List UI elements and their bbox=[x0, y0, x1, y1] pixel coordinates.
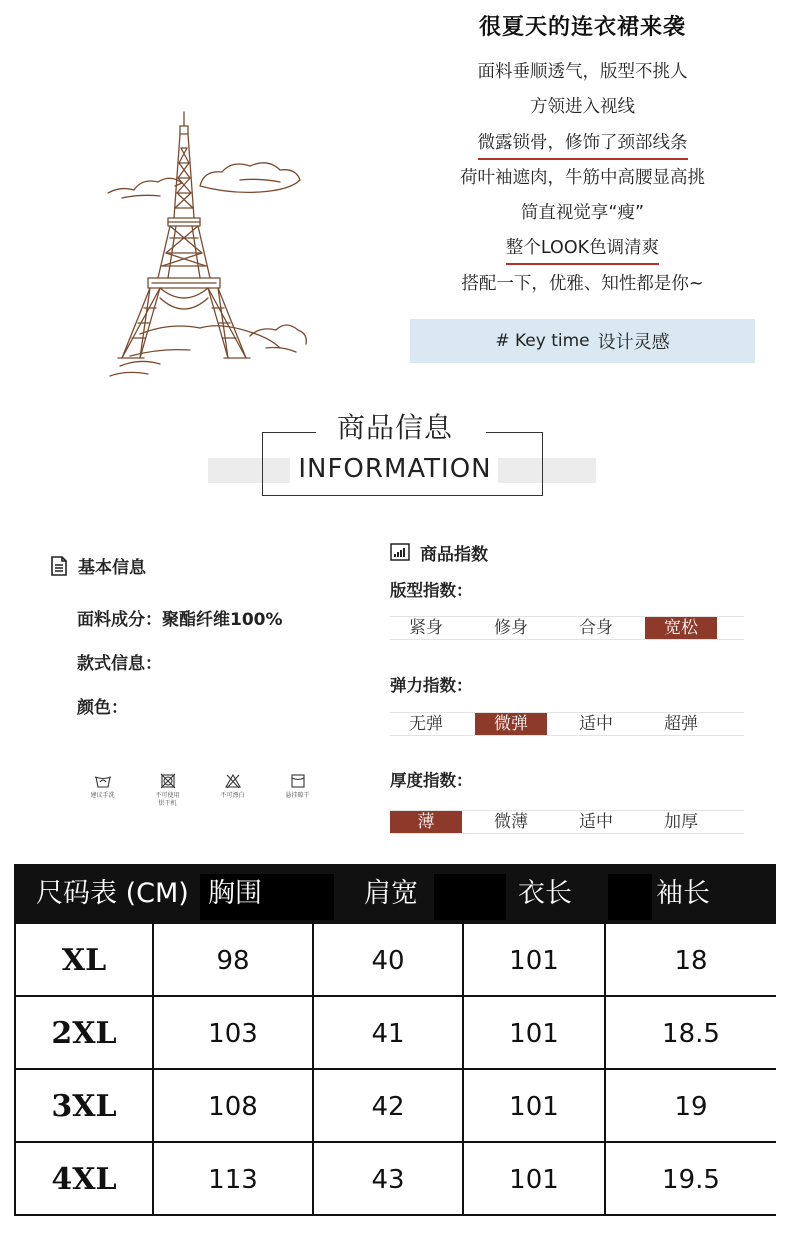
header-sleeve: 袖长 bbox=[656, 878, 710, 909]
index-option-selected: 宽松 bbox=[645, 617, 717, 639]
intro-lines bbox=[410, 55, 755, 302]
care-label: 不可使用 烘干机 bbox=[155, 792, 180, 807]
cell-size: 4XL bbox=[51, 1162, 117, 1197]
eiffel-tower-illustration bbox=[100, 108, 310, 383]
basic-info bbox=[50, 553, 370, 730]
intro-line: 搭配一下，优雅、知性都是你~ bbox=[461, 273, 704, 294]
stretch-index-scale bbox=[390, 712, 744, 736]
information-title-cn: 商品信息 bbox=[336, 411, 453, 444]
header-box bbox=[434, 874, 506, 920]
care-item bbox=[135, 773, 200, 808]
cell-shoulder: 42 bbox=[371, 1091, 405, 1122]
size-table bbox=[14, 864, 776, 1216]
color-row: 颜色： bbox=[77, 698, 128, 718]
cell-size: XL bbox=[61, 943, 107, 978]
cell-sleeve: 18.5 bbox=[662, 1018, 720, 1049]
cell-length: 101 bbox=[509, 1164, 559, 1195]
style-row: 款式信息： bbox=[77, 654, 162, 674]
document-icon bbox=[50, 556, 68, 576]
index-option: 合身 bbox=[579, 618, 613, 638]
cell-sleeve: 18 bbox=[674, 945, 708, 976]
thickness-index-scale bbox=[390, 810, 744, 834]
intro-line-underlined: 整个LOOK色调清爽 bbox=[410, 231, 755, 266]
index-option: 无弹 bbox=[409, 714, 443, 734]
cell-size: 2XL bbox=[51, 1016, 117, 1051]
fabric-row: 面料成分：聚酯纤维100% bbox=[77, 610, 283, 630]
bar-chart-icon bbox=[390, 543, 410, 561]
basic-info-rows bbox=[50, 598, 370, 730]
header-box bbox=[608, 874, 652, 920]
care-label: 建议手洗 bbox=[90, 792, 115, 799]
care-label: 悬挂晾干 bbox=[285, 792, 310, 799]
no-bleach-icon bbox=[224, 773, 242, 789]
stretch-index-label: 弹力指数： bbox=[390, 676, 473, 695]
intro-block bbox=[410, 12, 755, 302]
no-tumble-dry-icon bbox=[159, 773, 177, 789]
cell-sleeve: 19.5 bbox=[662, 1164, 720, 1195]
index-option: 加厚 bbox=[664, 812, 698, 832]
care-icons bbox=[70, 773, 330, 808]
index-option: 超弹 bbox=[664, 714, 698, 734]
intro-line: 面料垂顺透气，版型不挑人 bbox=[477, 62, 688, 82]
cell-length: 101 bbox=[509, 945, 559, 976]
cell-size: 3XL bbox=[51, 1089, 117, 1124]
header-bust: 胸围 bbox=[208, 878, 262, 909]
index-option-selected: 微弹 bbox=[475, 713, 547, 735]
keytime-en: # Key time bbox=[495, 331, 590, 351]
stretch-index bbox=[390, 672, 750, 734]
cell-length: 101 bbox=[509, 1091, 559, 1122]
cell-shoulder: 43 bbox=[371, 1164, 405, 1195]
index-option: 微薄 bbox=[494, 812, 528, 832]
indices-heading bbox=[390, 540, 750, 564]
fit-index bbox=[390, 577, 750, 638]
cell-shoulder: 40 bbox=[371, 945, 405, 976]
basic-info-heading bbox=[50, 553, 370, 578]
table-row bbox=[14, 1070, 776, 1143]
intro-line: 方领进入视线 bbox=[530, 97, 635, 118]
product-indices bbox=[390, 540, 750, 832]
cell-sleeve: 19 bbox=[674, 1091, 708, 1122]
index-option: 适中 bbox=[579, 714, 613, 734]
index-option: 紧身 bbox=[409, 618, 443, 638]
information-title-en: INFORMATION bbox=[298, 454, 492, 484]
intro-line-underlined: 微露锁骨，修饰了颈部线条 bbox=[410, 126, 755, 161]
care-item bbox=[265, 773, 330, 808]
care-label: 不可漂白 bbox=[220, 792, 245, 799]
keytime-cn: 设计灵感 bbox=[597, 332, 670, 353]
information-header bbox=[0, 398, 790, 508]
basic-info-title: 基本信息 bbox=[78, 558, 146, 578]
care-item bbox=[70, 773, 135, 808]
cell-bust: 113 bbox=[208, 1164, 258, 1195]
cell-shoulder: 41 bbox=[371, 1018, 405, 1049]
index-option: 适中 bbox=[579, 812, 613, 832]
hand-wash-icon bbox=[94, 773, 112, 789]
header-size: 尺码表 (CM) bbox=[36, 878, 189, 909]
cell-length: 101 bbox=[509, 1018, 559, 1049]
indices-title: 商品指数 bbox=[420, 544, 488, 565]
thickness-index bbox=[390, 767, 750, 832]
keytime-banner bbox=[410, 319, 755, 363]
index-option: 修身 bbox=[494, 618, 528, 638]
intro-line: 荷叶袖遮肉，牛筋中高腰显高挑 bbox=[460, 167, 705, 188]
table-row bbox=[14, 924, 776, 997]
intro-line: 简直视觉享“瘦” bbox=[520, 203, 645, 224]
cell-bust: 98 bbox=[216, 945, 250, 976]
table-row bbox=[14, 1143, 776, 1216]
table-row bbox=[14, 997, 776, 1070]
index-option-selected: 薄 bbox=[390, 811, 462, 833]
cell-bust: 108 bbox=[208, 1091, 258, 1122]
fit-index-scale bbox=[390, 616, 744, 640]
hang-dry-icon bbox=[289, 773, 307, 789]
header-shoulder: 肩宽 bbox=[364, 878, 418, 909]
size-table-header bbox=[14, 864, 776, 924]
fit-index-label: 版型指数： bbox=[390, 581, 473, 600]
care-item bbox=[200, 773, 265, 808]
cell-bust: 103 bbox=[208, 1018, 258, 1049]
header-length: 衣长 bbox=[518, 878, 572, 909]
intro-title: 很夏天的连衣裙来袭 bbox=[478, 15, 686, 40]
thickness-index-label: 厚度指数： bbox=[390, 771, 473, 790]
